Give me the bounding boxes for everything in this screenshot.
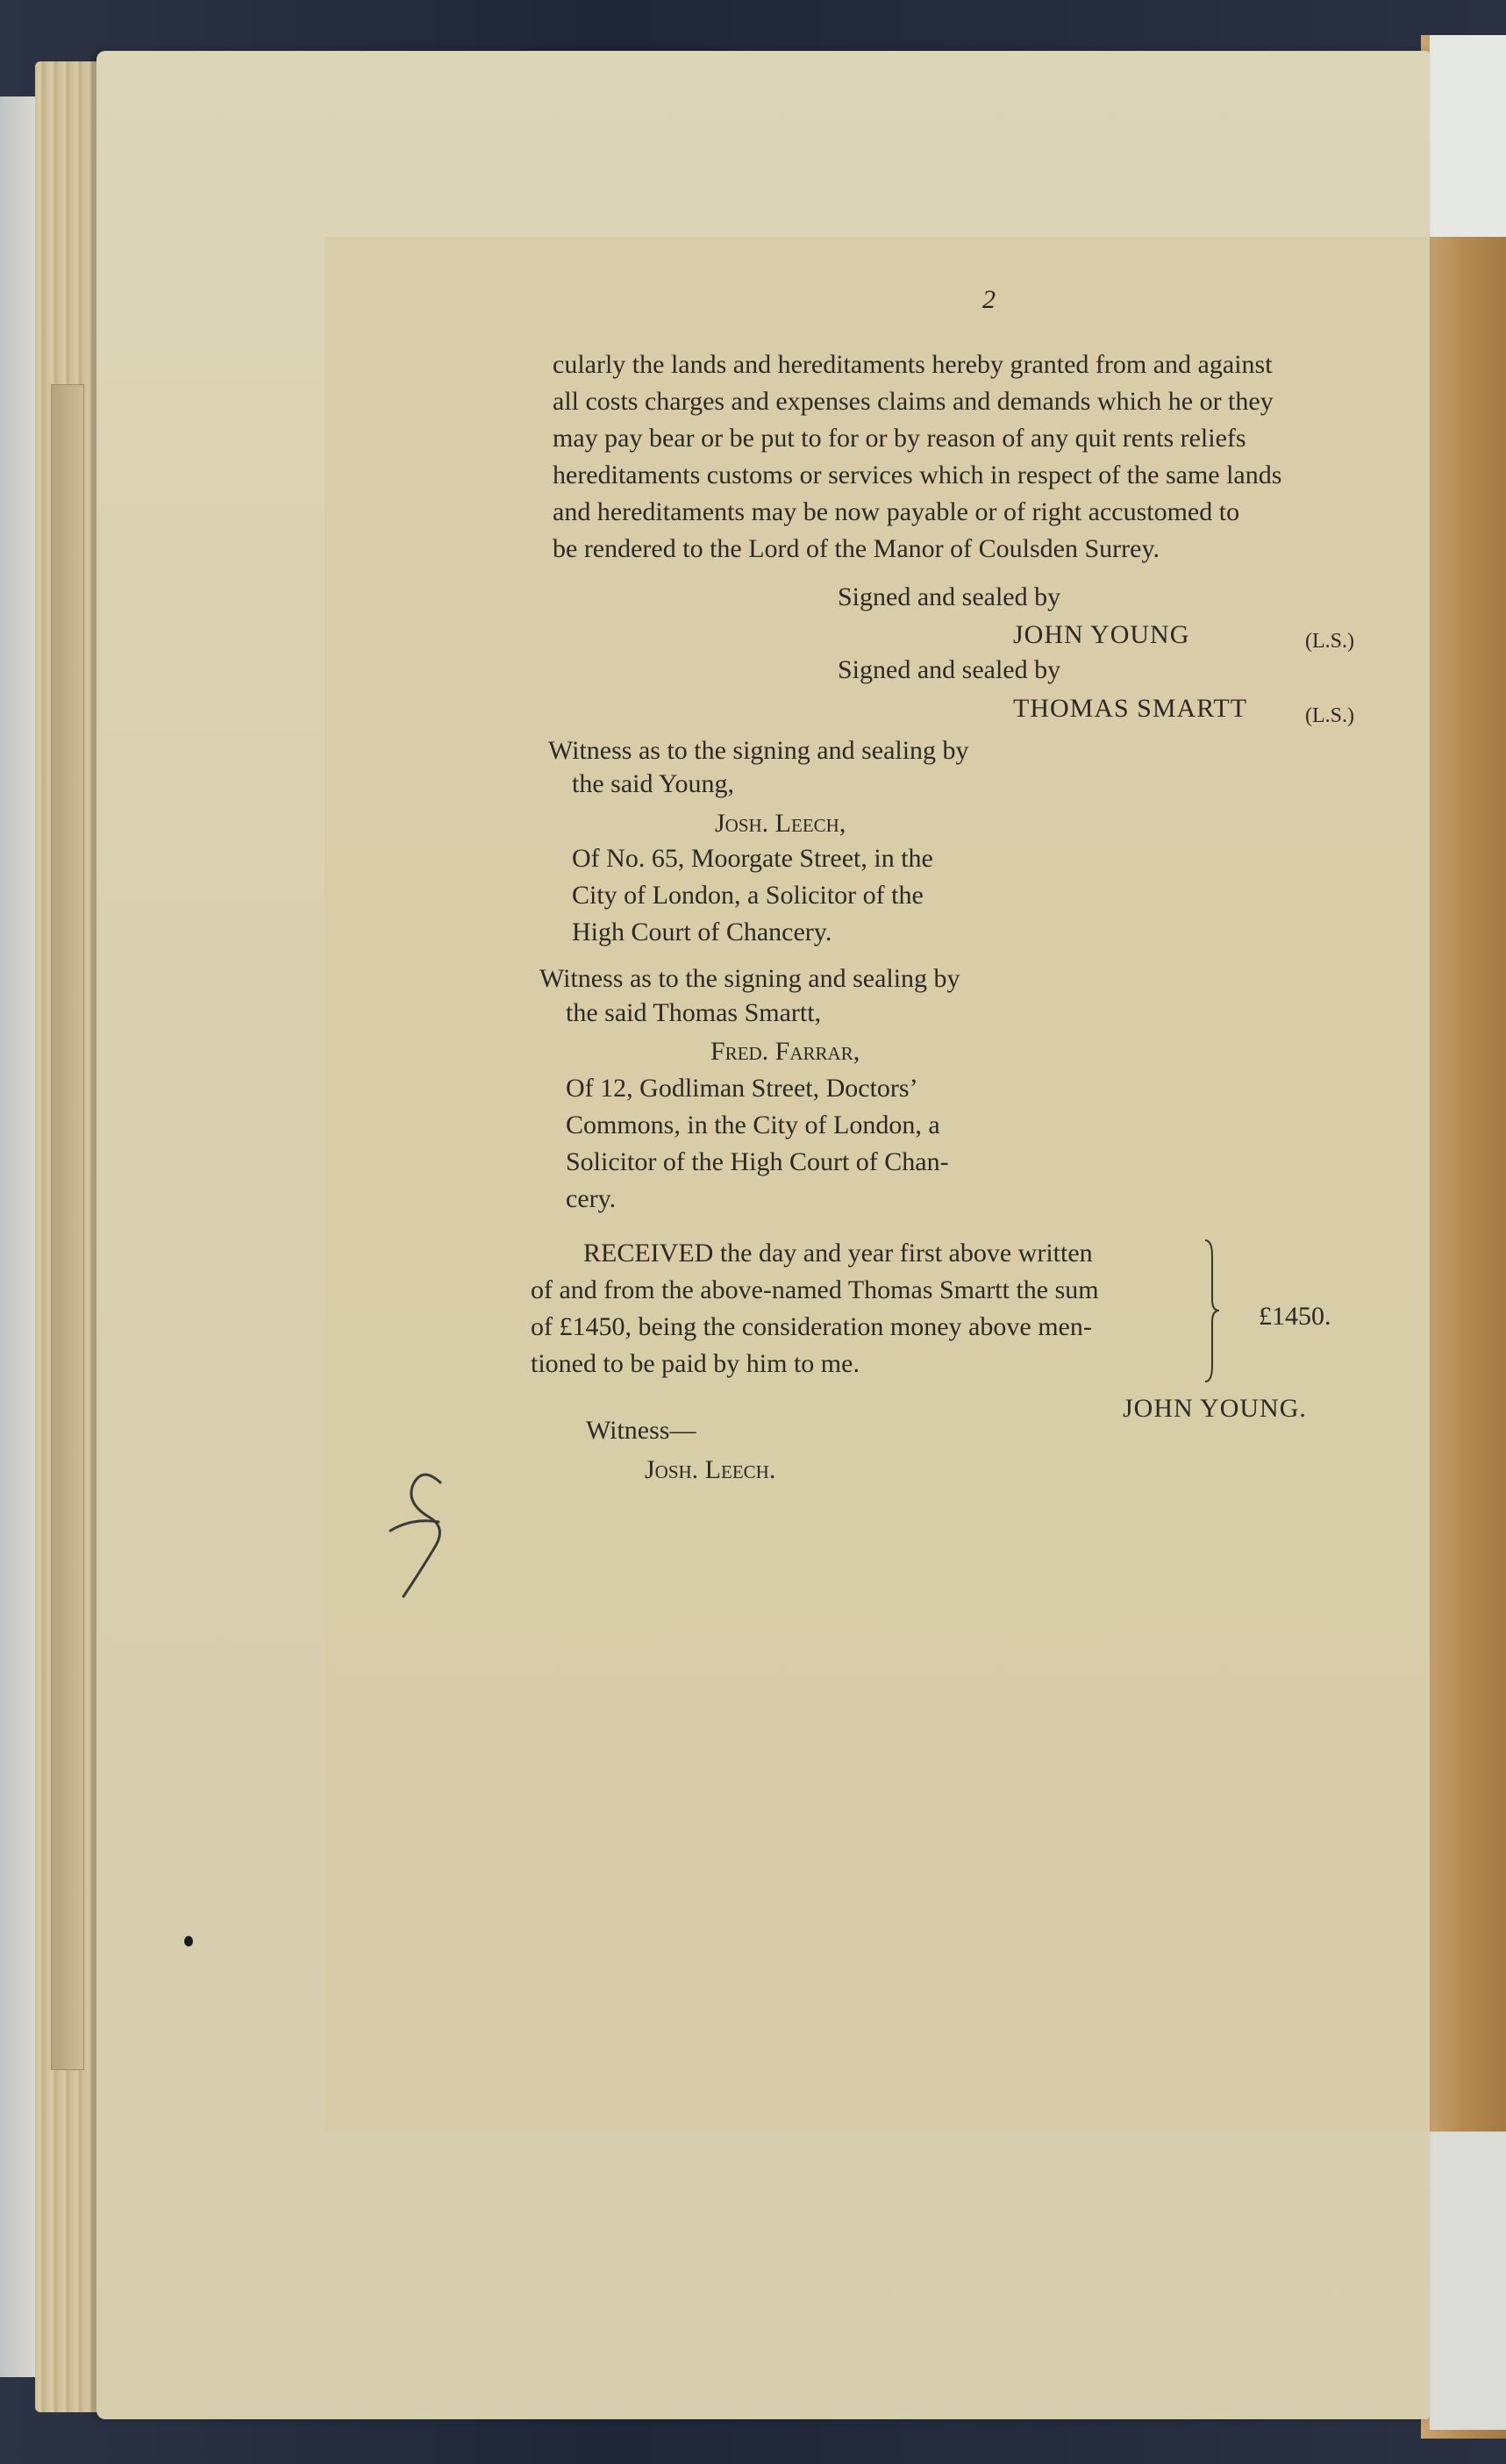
right-cover-board [1421,35,1506,2439]
seal-mark: (L.S.) [1305,630,1354,653]
receipt-line: of and from the above-named Thomas Smartt the sum [531,1275,1099,1304]
paragraph-line: all costs charges and expenses claims and demands which he or they [553,387,1274,416]
witness-name: Fred. Farrar, [710,1037,860,1066]
signatory-name: JOHN YOUNG [1013,620,1190,649]
witness-address-line: City of London, a Solicitor of the [572,881,924,910]
witness-address-line: Solicitor of the High Court of Chan- [566,1147,949,1176]
witness-line: Witness as to the signing and sealing by [548,736,969,765]
witness-address-line: Of No. 65, Moorgate Street, in the [572,844,933,873]
receipt-signatory: JOHN YOUNG. [1123,1394,1307,1423]
witness-name: Josh. Leech, [715,809,846,838]
left-facing-page-edge [0,96,35,2377]
witness-address-line: High Court of Chancery. [572,918,832,946]
receipt-line: RECEIVED the day and year first above written [583,1239,1093,1268]
paragraph-line: hereditaments customs or services which in respect of the same lands [553,461,1282,489]
paragraph-line: and hereditaments may be now payable or of right accustomed to [553,497,1240,526]
right-page-fragment-top [1430,35,1506,237]
right-page-fragment-bottom [1430,2132,1506,2430]
witness-line: Witness as to the signing and sealing by [539,964,960,993]
signature-intro: Signed and sealed by [838,582,1061,611]
witness-line: the said Thomas Smartt, [566,998,822,1027]
handwritten-mark-icon [386,1465,465,1605]
witness-address-line: Of 12, Godliman Street, Doctors’ [566,1074,918,1103]
page-number: 2 [982,285,996,314]
paragraph-line: may pay bear or be put to for or by reason of any quit rents reliefs [553,424,1246,453]
signatory-name: THOMAS SMARTT [1013,694,1248,723]
receipt-witness-name: Josh. Leech. [645,1455,776,1484]
ink-dot [184,1936,193,1946]
signature-intro: Signed and sealed by [838,655,1061,684]
receipt-line: tioned to be paid by him to me. [531,1349,860,1378]
curly-brace [1203,1239,1221,1383]
receipt-line: of £1450, being the consideration money above men- [531,1312,1092,1341]
seal-mark: (L.S.) [1305,704,1354,727]
binding-guard-strip [51,384,84,2070]
receipt-witness-label: Witness— [586,1416,696,1445]
receipt-amount: £1450. [1259,1302,1331,1331]
paragraph-line: cularly the lands and hereditaments hereby granted from and against [553,350,1273,379]
paragraph-line: be rendered to the Lord of the Manor of Coulsden Surrey. [553,534,1160,563]
witness-address-line: Commons, in the City of London, a [566,1111,940,1139]
witness-line: the said Young, [572,769,735,798]
witness-address-line: cery. [566,1184,617,1213]
